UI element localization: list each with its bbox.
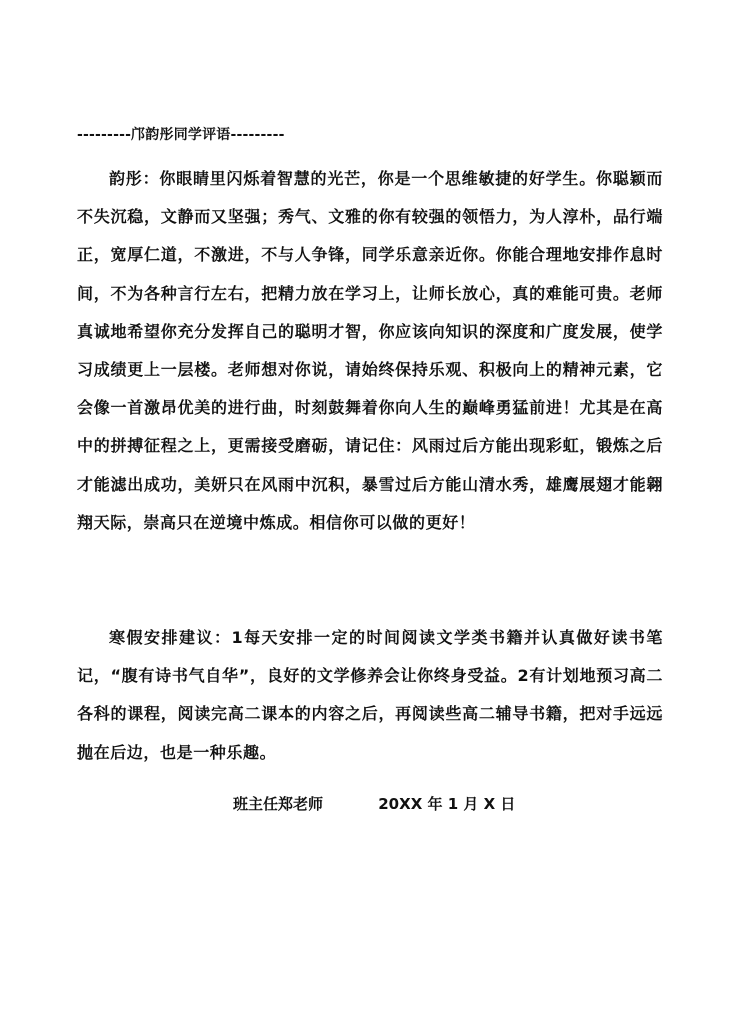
signature-date: 20XX 年 1 月 X 日 [378,795,516,813]
teacher-name: 班主任郑老师 [233,795,324,813]
document-title: ---------邝韵彤同学评语--------- [77,127,285,143]
signature-line [233,793,515,814]
comment-paragraph: 韵彤：你眼睛里闪烁着智慧的光芒，你是一个思维敏捷的好学生。你聪颖而不失沉稳，文静而又坚强；秀气、文雅的你有较强的领悟力，为人淳朴，品行端正，宽厚仁道，不激进，不与人争锋，同学乐意亲近你。你能合理地安排作息时间，不为各种言行左右，把精力放在学习上，让师长放心，真的难能可贵。老师真诚地希望你充分发挥自己的聪明才智，你应该向知识的深度和广度发展，使学习成绩更上一层楼。老师想对你说，请始终保持乐观、积极向上的精神元素，它会像一首激昂优美的进行曲，时刻鼓舞着你向人生的巅峰勇猛前进！尤其是在高中的拼搏征程之上，更需接受磨砺，请记住：风雨过后方能出现彩虹，锻炼之后才能滤出成功，美妍只在风雨中沉积，暴雪过后方能山清水秀，雄鹰展翅才能翱翔天际，崇高只在逆境中炼成。相信你可以做的更好！ [77,169,663,532]
vacation-advice-paragraph: 寒假安排建议：1每天安排一定的时间阅读文学类书籍并认真做好读书笔记，“腹有诗书气自华”，良好的文学修养会让你终身受益。2有计划地预习高二各科的课程，阅读完高二课本的内容之后，再阅读些高二辅导书籍，把对手远远抛在后边，也是一种乐趣。 [77,628,663,762]
